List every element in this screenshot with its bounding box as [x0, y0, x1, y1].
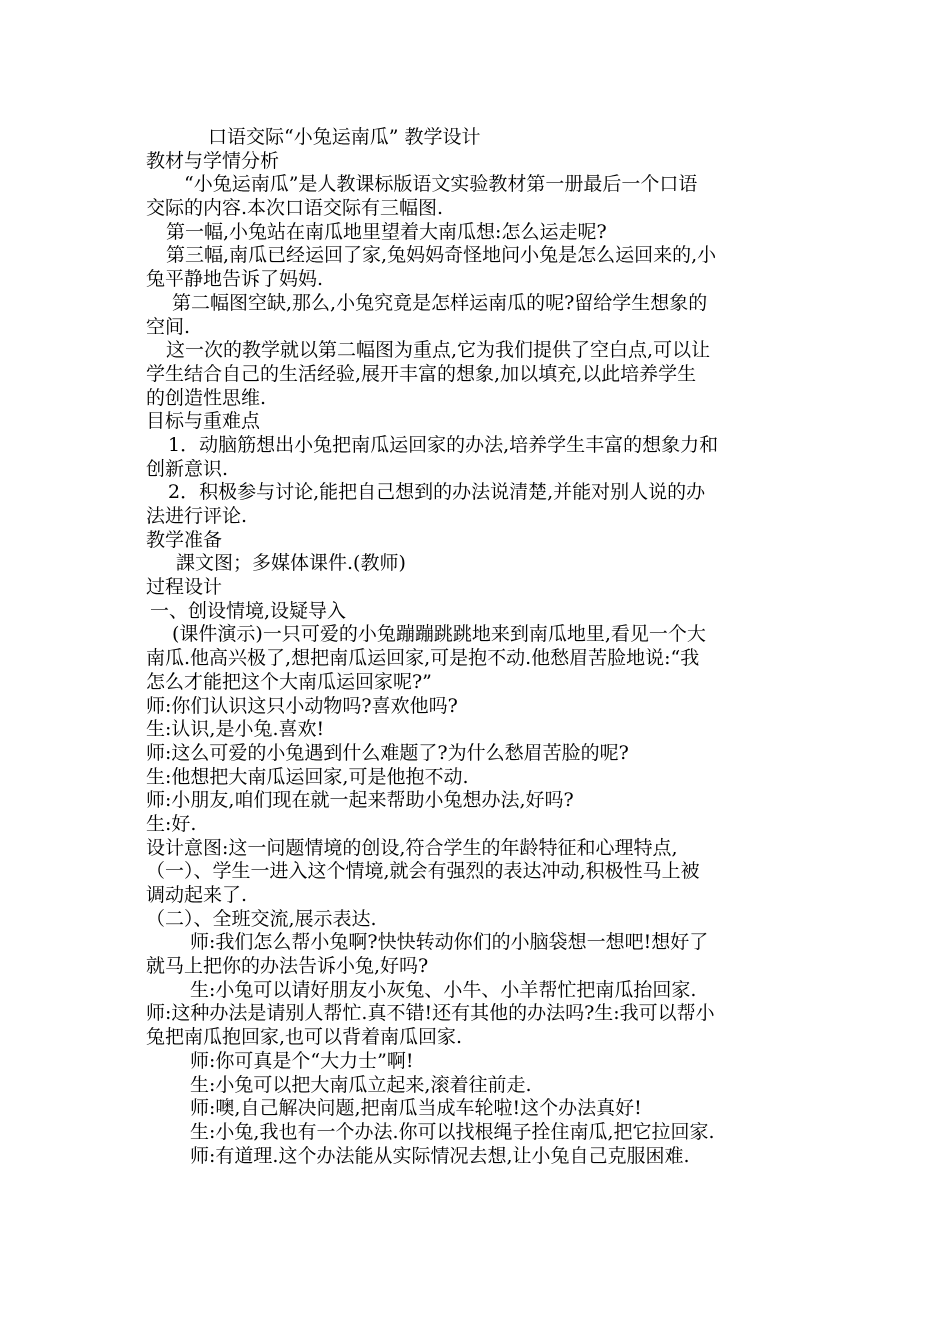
paragraph-line: “小兔运南瓜”是人教课标版语文实验教材第一册最后一个口语: [184, 173, 698, 196]
design-intent-line: （一）、学生一进入这个情境,就会有强烈的表达冲动,积极性马上被: [146, 860, 700, 883]
paragraph-line: (课件演示)一只可爱的小兔蹦蹦跳跳地来到南瓜地里,看见一个大: [172, 623, 706, 646]
paragraph-line: 这一次的教学就以第二幅图为重点,它为我们提供了空白点,可以让: [166, 339, 711, 362]
section-heading-preparation: 教学准备: [146, 528, 223, 551]
dialogue-line: 生:小兔可以把大南瓜立起来,滚着往前走.: [190, 1073, 532, 1096]
paragraph-line: 南瓜.他高兴极了,想把南瓜运回家,可是抱不动.他愁眉苦脸地说:“我: [146, 647, 700, 670]
goal-line: 2．积极参与讨论,能把自己想到的办法说清楚,并能对别人说的办: [168, 481, 706, 504]
paragraph-line: 兔平静地告诉了妈妈.: [146, 268, 324, 291]
dialogue-line: 生:好.: [146, 812, 197, 835]
document-title: 口语交际“小兔运南瓜” 教学设计: [208, 126, 481, 148]
dialogue-line: 师:你可真是个“大力士”啊!: [190, 1049, 414, 1072]
paragraph-line: 第二幅图空缺,那么,小兔究竟是怎样运南瓜的呢?留给学生想象的: [172, 291, 708, 314]
paragraph-line: 学生结合自己的生活经验,展开丰富的想象,加以填充,以此培养学生: [146, 362, 697, 385]
dialogue-line: 生:他想把大南瓜运回家,可是他抱不动.: [146, 765, 469, 788]
dialogue-line: 兔把南瓜抱回家,也可以背着南瓜回家.: [146, 1026, 463, 1049]
dialogue-line: 师:我们怎么帮小兔啊?快快转动你们的小脑袋想一想吧!想好了: [190, 931, 709, 954]
section-heading-process: 过程设计: [146, 576, 223, 599]
goal-line: 法进行评论.: [146, 505, 248, 527]
dialogue-line: 生:小兔可以请好朋友小灰兔、小牛、小羊帮忙把南瓜抬回家.: [190, 978, 697, 1001]
preparation-line: 課文图；多媒体课件.(教师): [176, 552, 406, 575]
dialogue-line: 师:这么可爱的小兔遇到什么难题了?为什么愁眉苦脸的呢?: [146, 741, 629, 764]
goal-line: 1．动脑筋想出小兔把南瓜运回家的办法,培养学生丰富的想象力和: [168, 433, 719, 456]
paragraph-line: 第三幅,南瓜已经运回了家,兔妈妈奇怪地问小兔是怎么运回来的,小: [166, 244, 717, 267]
dialogue-line: 就马上把你的办法告诉小兔,好吗?: [146, 955, 429, 978]
dialogue-line: 生:认识,是小兔.喜欢!: [146, 718, 325, 741]
dialogue-line: 师:这种办法是请别人帮忙.真不错!还有其他的办法吗?生:我可以帮小: [146, 1002, 715, 1025]
document-body: [146, 126, 810, 1168]
dialogue-line: 师:你们认识这只小动物吗?喜欢他吗?: [146, 694, 458, 717]
dialogue-line: 生:小兔,我也有一个办法.你可以找根绳子拴住南瓜,把它拉回家.: [190, 1120, 715, 1143]
dialogue-line: 师:有道理.这个办法能从实际情况去想,让小兔自己克服困难.: [190, 1144, 690, 1167]
subheading-1: 一、创设情境,设疑导入: [150, 599, 347, 622]
design-intent-line: 调动起来了.: [146, 884, 248, 906]
dialogue-line: 师:小朋友,咱们现在就一起来帮助小兔想办法,好吗?: [146, 789, 574, 812]
paragraph-line: 怎么才能把这个大南瓜运回家呢?”: [146, 670, 432, 693]
subheading-2: （二）、全班交流,展示表达.: [146, 907, 377, 930]
paragraph-line: 的创造性思维.: [146, 386, 267, 409]
paragraph-line: 空间.: [146, 315, 191, 338]
dialogue-line: 师:噢,自己解决问题,把南瓜当成车轮啦!这个办法真好!: [190, 1097, 642, 1120]
section-heading-goals: 目标与重难点: [146, 410, 261, 433]
paragraph-line: 交际的内容.本次口语交际有三幅图.: [146, 197, 444, 220]
section-heading-analysis: 教材与学情分析: [146, 149, 280, 172]
goal-line: 创新意识.: [146, 457, 229, 480]
design-intent-line: 设计意图:这一问题情境的创设,符合学生的年龄特征和心理特点,: [146, 836, 678, 859]
paragraph-line: 第一幅,小兔站在南瓜地里望着大南瓜想:怎么运走呢?: [166, 220, 607, 243]
